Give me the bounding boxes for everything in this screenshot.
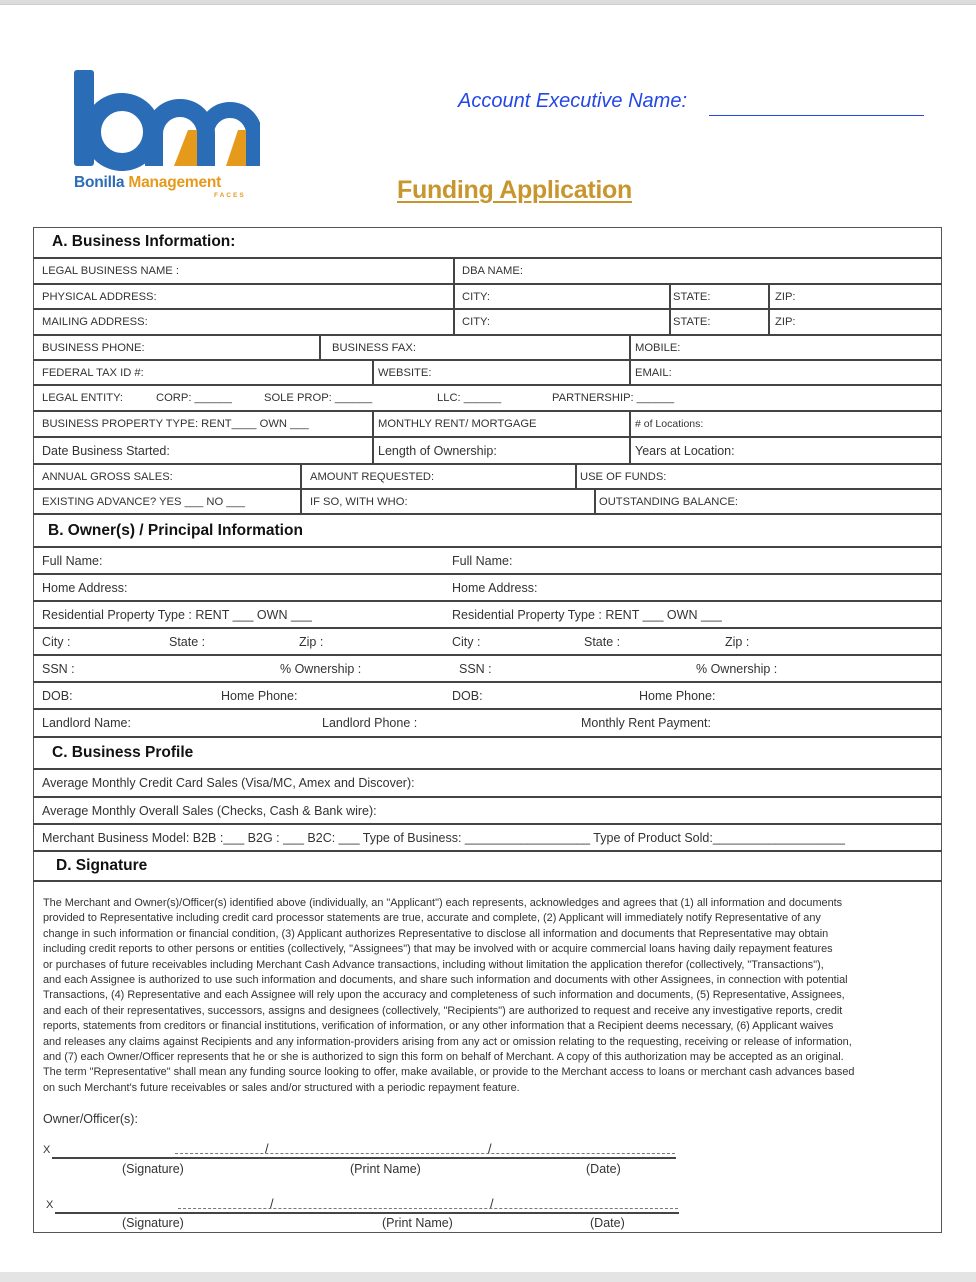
row-home-address bbox=[33, 573, 942, 600]
avg-overall-sales-field[interactable]: Average Monthly Overall Sales (Checks, Cash & Bank wire): bbox=[42, 803, 377, 818]
row-business-model bbox=[33, 823, 942, 850]
mailing-state-field[interactable]: STATE: bbox=[673, 316, 711, 328]
owner2-home-phone-field[interactable]: Home Phone: bbox=[639, 688, 716, 703]
sole-prop-option[interactable]: SOLE PROP: ______ bbox=[264, 392, 373, 404]
owner2-full-name-field[interactable]: Full Name: bbox=[452, 553, 513, 568]
mailing-zip-field[interactable]: ZIP: bbox=[775, 316, 796, 328]
use-of-funds-field[interactable]: USE OF FUNDS: bbox=[580, 470, 667, 483]
company-logo bbox=[70, 68, 260, 208]
logo-wordmark: Bonilla Management bbox=[74, 174, 222, 191]
row-full-name bbox=[33, 546, 942, 573]
email-field[interactable]: EMAIL: bbox=[635, 366, 672, 379]
row-city-state-zip bbox=[33, 627, 942, 654]
owner1-home-phone-field[interactable]: Home Phone: bbox=[221, 688, 298, 703]
owner1-state-field[interactable]: State : bbox=[169, 634, 206, 649]
authorization-text: The Merchant and Owner(s)/Officer(s) identified above (individually, an "Applicant") each represents, acknowledges and agrees that (1) all information and documents provided to Representative including credit card processor statements are true, accurate and complete, (2) Applicant will immediately notify Representative of any change in such information or financial condition, (3) Applicant authorizes Representative to disclose all information and documents that Representative may obtain including credit reports to other persons or entities (collectively, "Assignees") that may be involved with or acquire commercial loans having daily repayment features or purchases of future receivables including Merchant Cash Advance transactions, including without limitation the application therefor (collectively, "Transactions"), and each Assignee is authorized to use such information and documents, and share such information and documents with other Assignees, in connection with potential Transactions, (4) Representative and each Assignee will rely upon the accuracy and completeness of such information and documents, (5) Representative, Assignees, and each of their representatives, successors, assigns and designees (collectively, "Recipients") are authorized to request and receive any investigative reports, credit reports, statements from creditors or financial institutions, verification of information, or any other information that a Recipient deems necessary, (6) Applicant waives and releases any claims against Recipients and any information-providers arising from any act or omission relating to the requesting, receiving or release of information, and (7) each Owner/Officer represents that he or she is authorized to sign this form on behalf of Merchant. A copy of this authorization may be accepted as an original. The term "Representative" shall mean any funding source looking to offer, make available, or provide to the Merchant access to loans or merchant cash advances based on such Merchant's future receivables or sales and/or structured with a periodic repayment feature. bbox=[43, 897, 855, 1094]
logo-tagline: FACES bbox=[214, 192, 246, 199]
owner1-ssn-field[interactable]: SSN : bbox=[42, 661, 75, 676]
x-mark: X bbox=[43, 1144, 51, 1156]
page-title: Funding Application bbox=[397, 176, 632, 204]
owner2-dob-field[interactable]: DOB: bbox=[452, 688, 483, 703]
row-phone bbox=[33, 334, 942, 359]
bm-logo-icon bbox=[70, 68, 260, 178]
business-fax-field[interactable]: BUSINESS FAX: bbox=[332, 341, 416, 354]
print-name-label: (Print Name) bbox=[350, 1162, 421, 1176]
mailing-address-field[interactable]: MAILING ADDRESS: bbox=[42, 316, 148, 328]
amount-requested-field[interactable]: AMOUNT REQUESTED: bbox=[310, 470, 435, 483]
section-a-heading: A. Business Information: bbox=[52, 233, 236, 250]
slash-separator: / bbox=[265, 1141, 269, 1156]
business-model-field[interactable]: Merchant Business Model: B2B :___ B2G : ___ B2C: ___ Type of Business: __________________ Type of Product Sold:___________________ bbox=[42, 830, 845, 845]
print-name-label: (Print Name) bbox=[382, 1216, 453, 1230]
corp-option[interactable]: CORP: ______ bbox=[156, 392, 232, 404]
x-mark: X bbox=[46, 1199, 54, 1211]
row-credit-card-sales bbox=[33, 768, 942, 796]
owner2-city-field[interactable]: City : bbox=[452, 634, 481, 649]
website-field[interactable]: WEBSITE: bbox=[378, 366, 432, 379]
monthly-rent-mortgage-field[interactable]: MONTHLY RENT/ MORTGAGE bbox=[378, 418, 537, 430]
date-label: (Date) bbox=[590, 1216, 625, 1230]
row-overall-sales bbox=[33, 796, 942, 823]
row-landlord bbox=[33, 708, 942, 736]
partnership-option[interactable]: PARTNERSHIP: ______ bbox=[552, 392, 675, 404]
dba-name-field[interactable]: DBA NAME: bbox=[462, 265, 523, 277]
years-at-location-field[interactable]: Years at Location: bbox=[635, 443, 735, 458]
if-so-with-who-field[interactable]: IF SO, WITH WHO: bbox=[310, 495, 408, 508]
date-business-started-field[interactable]: Date Business Started: bbox=[42, 443, 170, 458]
slash-separator: / bbox=[488, 1141, 492, 1156]
owner1-full-name-field[interactable]: Full Name: bbox=[42, 553, 103, 568]
viewer-top-edge bbox=[0, 0, 976, 5]
slash-separator: / bbox=[490, 1196, 494, 1211]
row-legal-name bbox=[33, 257, 942, 283]
owner2-ownership-field[interactable]: % Ownership : bbox=[696, 661, 778, 676]
row-dob bbox=[33, 681, 942, 708]
outstanding-balance-field[interactable]: OUTSTANDING BALANCE: bbox=[599, 495, 739, 508]
owner2-state-field[interactable]: State : bbox=[584, 634, 621, 649]
llc-option[interactable]: LLC: ______ bbox=[437, 392, 502, 404]
date-label: (Date) bbox=[586, 1162, 621, 1176]
account-executive-field[interactable] bbox=[709, 115, 924, 116]
physical-address-field[interactable]: PHYSICAL ADDRESS: bbox=[42, 290, 157, 303]
row-gross-sales bbox=[33, 463, 942, 488]
signature-line-1[interactable] bbox=[52, 1157, 676, 1159]
slash-separator: / bbox=[270, 1196, 274, 1211]
physical-zip-field[interactable]: ZIP: bbox=[775, 290, 796, 303]
viewer-bottom-edge bbox=[0, 1272, 976, 1282]
owner1-ownership-field[interactable]: % Ownership : bbox=[280, 661, 362, 676]
owner1-home-address-field[interactable]: Home Address: bbox=[42, 580, 128, 595]
row-legal-entity bbox=[33, 384, 942, 410]
owner2-zip-field[interactable]: Zip : bbox=[725, 634, 750, 649]
owner-officer-label: Owner/Officer(s): bbox=[43, 1112, 138, 1126]
row-physical-address bbox=[33, 283, 942, 308]
legal-entity-label: LEGAL ENTITY: bbox=[42, 392, 124, 404]
row-existing-advance bbox=[33, 488, 942, 513]
landlord-phone-field[interactable]: Landlord Phone : bbox=[322, 716, 418, 730]
row-date-started bbox=[33, 436, 942, 463]
physical-city-field[interactable]: CITY: bbox=[462, 290, 490, 303]
mailing-city-field[interactable]: CITY: bbox=[462, 316, 490, 328]
physical-state-field[interactable]: STATE: bbox=[673, 290, 711, 303]
owner2-home-address-field[interactable]: Home Address: bbox=[452, 580, 538, 595]
existing-advance-field[interactable]: EXISTING ADVANCE? YES ___ NO ___ bbox=[42, 495, 245, 508]
owner1-property-type-field[interactable]: Residential Property Type : RENT ___ OWN ___ bbox=[42, 607, 312, 622]
section-c-heading: C. Business Profile bbox=[33, 736, 942, 768]
signature-label: (Signature) bbox=[122, 1216, 184, 1230]
business-phone-field[interactable]: BUSINESS PHONE: bbox=[42, 341, 145, 354]
owner1-dob-field[interactable]: DOB: bbox=[42, 688, 73, 703]
avg-credit-card-sales-field[interactable]: Average Monthly Credit Card Sales (Visa/MC, Amex and Discover): bbox=[42, 776, 415, 790]
section-d-divider bbox=[33, 880, 942, 882]
federal-tax-id-field[interactable]: FEDERAL TAX ID #: bbox=[42, 366, 144, 379]
monthly-rent-payment-field[interactable]: Monthly Rent Payment: bbox=[581, 716, 711, 730]
owner1-city-field[interactable]: City : bbox=[42, 634, 71, 649]
section-b-heading: B. Owner(s) / Principal Information bbox=[33, 513, 942, 546]
owner2-ssn-field[interactable]: SSN : bbox=[459, 661, 492, 676]
legal-business-name-field[interactable]: LEGAL BUSINESS NAME : bbox=[42, 265, 179, 277]
row-tax-id bbox=[33, 359, 942, 384]
annual-gross-sales-field[interactable]: ANNUAL GROSS SALES: bbox=[42, 470, 173, 483]
account-executive-label: Account Executive Name: bbox=[458, 90, 687, 112]
row-mailing-address bbox=[33, 308, 942, 334]
row-ssn bbox=[33, 654, 942, 681]
signature-label: (Signature) bbox=[122, 1162, 184, 1176]
num-locations-field[interactable]: # of Locations: bbox=[635, 418, 704, 430]
business-property-type-field[interactable]: BUSINESS PROPERTY TYPE: RENT____ OWN ___ bbox=[42, 418, 309, 430]
landlord-name-field[interactable]: Landlord Name: bbox=[42, 716, 131, 730]
owner2-property-type-field[interactable]: Residential Property Type : RENT ___ OWN ___ bbox=[452, 607, 722, 622]
length-of-ownership-field[interactable]: Length of Ownership: bbox=[378, 443, 497, 458]
signature-line-2[interactable] bbox=[55, 1212, 679, 1214]
section-d-heading: D. Signature bbox=[33, 850, 942, 880]
mobile-field[interactable]: MOBILE: bbox=[635, 341, 681, 354]
owner1-zip-field[interactable]: Zip : bbox=[299, 634, 324, 649]
row-property-type bbox=[33, 410, 942, 436]
row-residential-property bbox=[33, 600, 942, 627]
